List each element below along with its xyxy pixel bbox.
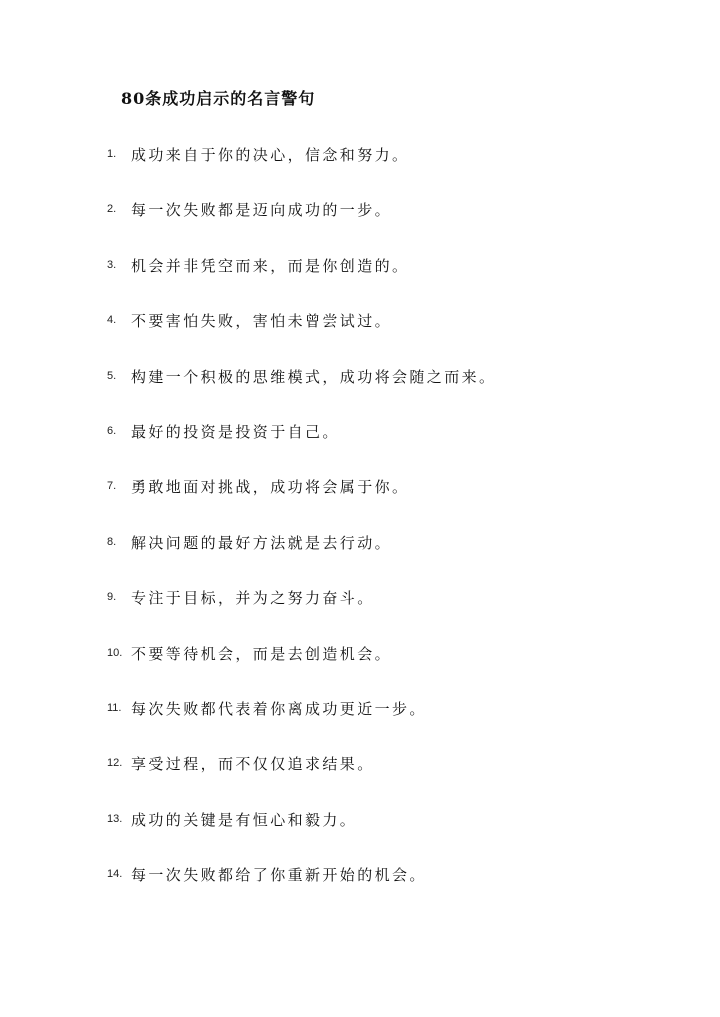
list-item xyxy=(107,311,667,366)
item-number: 1. xyxy=(107,148,117,160)
document-title: 80条成功启示的名言警句 xyxy=(121,89,316,108)
quote-text: 成功的关键是有恒心和毅力。 xyxy=(131,810,358,829)
list-item xyxy=(107,588,667,643)
list-item xyxy=(107,754,667,809)
item-number: 6. xyxy=(107,424,117,437)
list-item xyxy=(107,145,667,200)
list-item xyxy=(107,533,667,588)
list-item xyxy=(107,256,667,311)
item-number: 3. xyxy=(107,258,117,271)
list-item xyxy=(107,422,667,477)
list-item xyxy=(107,810,667,865)
quote-text: 解决问题的最好方法就是去行动。 xyxy=(131,533,393,552)
quote-text: 不要等待机会，而是去创造机会。 xyxy=(131,644,393,663)
item-number: 9. xyxy=(107,591,117,604)
item-number: 5. xyxy=(107,369,117,382)
list-item xyxy=(107,477,667,532)
quote-text: 每次失败都代表着你离成功更近一步。 xyxy=(131,699,427,718)
item-number: 8. xyxy=(107,535,117,548)
quote-text: 最好的投资是投资于自己。 xyxy=(131,422,340,441)
quote-text: 每一次失败都是迈向成功的一步。 xyxy=(131,201,393,220)
item-number: 10. xyxy=(107,646,123,659)
list-item xyxy=(107,699,667,754)
quote-text: 构建一个积极的思维模式，成功将会随之而来。 xyxy=(131,367,497,386)
item-number: 11. xyxy=(107,701,122,714)
item-number: 14. xyxy=(107,868,123,881)
quote-list xyxy=(107,145,667,920)
item-number: 12. xyxy=(107,757,123,770)
quote-text: 成功来自于你的决心，信念和努力。 xyxy=(131,146,410,164)
list-item xyxy=(107,865,667,920)
list-item xyxy=(107,367,667,422)
quote-text: 享受过程，而不仅仅追求结果。 xyxy=(131,755,375,774)
item-number: 13. xyxy=(107,812,123,825)
quote-text: 专注于目标，并为之努力奋斗。 xyxy=(131,589,375,608)
list-item xyxy=(107,644,667,699)
quote-text: 每一次失败都给了你重新开始的机会。 xyxy=(131,866,427,885)
item-number: 4. xyxy=(107,314,117,327)
quote-text: 勇敢地面对挑战，成功将会属于你。 xyxy=(131,478,410,497)
list-item xyxy=(107,200,667,255)
item-number: 2. xyxy=(107,203,117,216)
item-number: 7. xyxy=(107,480,117,493)
quote-text: 机会并非凭空而来，而是你创造的。 xyxy=(131,256,410,275)
quote-text: 不要害怕失败，害怕未曾尝试过。 xyxy=(131,312,393,331)
